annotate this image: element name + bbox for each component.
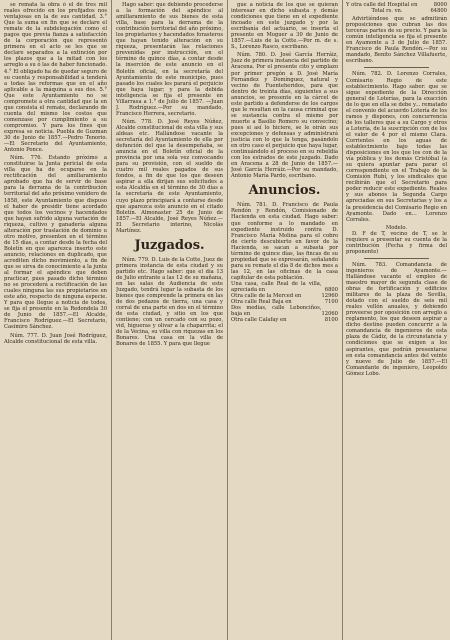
item-label: Otra calle Calafay en bbox=[231, 317, 287, 324]
item-label: Otra calle de la Merced en bbox=[231, 293, 302, 300]
list-item bbox=[231, 281, 338, 293]
notice-779: Núm. 779. D. Luis de la Cotte, Juez de primera instancia de esta ciudad y su partido etc. Hago saber: que el día 13 de Julio entrante a las 12 de su mañana, en las salas de Audiencia de este Juzgado, tendrá lugar la subasta de los bienes que comprende la primera en las de dos pedazos de tierra, una casa y corral de una parte en dos en el término de esta ciudad, y sitio en los que contiene; con un cercado con su pozo, vid, higueras y olivar a la chaparrita; el de la Vecina, su villa con riquezas en los Bonares. Una casa en la villa de Bonares de 1855. Y para que llegue bbox=[116, 256, 223, 348]
item-value: 6800 bbox=[324, 287, 338, 294]
notice-782: Núm. 782. D. Lorenzo Corrales, Comisario Regio de este establecimiento. Hago saber: que se sigue expediente de la Dirección general de Loterías, para la exacción de lo que en ella se debe y... rematado el convenio del acuerdo Lotería de los ramos y dispones, con concurrencia de los talleres que a su Cargo y otros a Lotería, de la suscripción con de los el valor de 4 por el mismo Clara. Corrientes en los aguas de establecimiento bajo todas las disposiciones en los que los con de la vía pública y los demás Cristóbal (a su quiera apuntar para parar el correspondiente en el Trabajo de la Comisión Rubí, y los sindicales que recibirán que el Secretario para poder reducir este expediente. Reales y sus abonos la Segunda Cargo apreciadas en sus Secretarías y los a la presidencia del Comisario Regio en Ayamonte. Dado en... Lorenzo Corrales. bbox=[346, 71, 447, 223]
notice-text: gue a noticia de los que se quieran interesar en dicho subasta y demás condiciones que tiene en el expediente incoado en este juzgado y por la escribanía del actuario, se inserta el presente en Moguer a 30 de Junio de 1857.—Luis de la Cotte.—Por m. de s. S., Lorenzo Rasco, escribano. bbox=[231, 2, 338, 51]
list-item bbox=[231, 305, 338, 317]
total-label: Total rs. vn. bbox=[371, 8, 403, 15]
item-value: 8100 bbox=[324, 317, 338, 324]
model-text: D. F de T, vecino de T, se le requiere a presentar su cuenta de la contribución (Fecha y firma del proponente) bbox=[346, 230, 447, 255]
column-4 bbox=[346, 2, 447, 638]
item-value: 7100 bbox=[324, 299, 338, 306]
column-rule bbox=[227, 0, 228, 640]
property-list bbox=[231, 281, 338, 323]
divider bbox=[364, 258, 429, 259]
section-heading-juzgados: Juzgados. bbox=[134, 237, 205, 253]
item-value: 12060 bbox=[321, 311, 338, 318]
notice-781: Núm. 781. D. Francisco de Paula Rendón y Rendón, Comisionado de Hacienda en esta ciudad. Hago saber: que conforme a lo mandado en expediente instruido contra D. Francisco María Molina para el cobro de cierto descubierto en favor de la Hacienda, se sacan a subasta por término de quince días, las fincas de su propiedad que se expresarán, señalando para su remate el día 8 de dichos mes a las 12, en las oficinas de la casa capitular de esta población. bbox=[231, 202, 338, 281]
notice-text: Advirtiéndose que se admitirán proposiciones que cubran las dos terceras partes de su precio. Y para la común inteligencia se fija el presente en Ayamonte a 3 de Julio de 1857. Francisco de Paula Rendón.—Por su mandado, Benito Sánchez Villafuerte, escribano. bbox=[346, 16, 447, 65]
divider bbox=[364, 67, 429, 68]
item-value: 8000 bbox=[433, 2, 447, 8]
notice-777: Núm. 777. D. Juan José Rodríguez, Alcalde constitucional de esta villa. bbox=[4, 332, 107, 345]
item-label: Dos medias, calle Lebonciños, baja en bbox=[231, 305, 322, 318]
total-row bbox=[346, 8, 447, 14]
item-label: Otra calle Real Baja en bbox=[231, 299, 292, 306]
item-label: Una casa, calle Real de la villa, apreciada en bbox=[231, 280, 322, 294]
notice-778: Núm. 778. D. José Reyes Núñez, Alcalde constitucional de esta villa y sus aldeas etc. Hallándose vacante la secretaría del Ayuntamiento de ella por defunción del que la desempeñaba, se anuncia en el Boletín oficial de la provincia por una sola vez convocando para su provisión, con el sueldo de cuatro mil reales pagados de sus fondos, a fin de que los que deseen aspirar a ella dirijan sus solicitudes a esta Alcaldía en el término de 30 días a la secretaría de este Ayuntamiento, cuyo plazo principiará a contarse desde que aparezca este anuncio en el citado Boletín. Almonaster 25 de Junio de 1857.—El Alcalde, José Reyes Núñez.—El Secretario interino, Nicolás Martínez. bbox=[116, 118, 223, 234]
item-label: Y otra calle del Hospital en bbox=[346, 2, 418, 8]
column-3 bbox=[231, 2, 338, 638]
total-value: 64800 bbox=[430, 8, 447, 15]
notice-783: Núm. 783. Comandancia de ingenieros de Ayamonte.— Hallándose vacante el empleo de maestro mayor de segunda clase de obras de fortificación y edificios militares de la plaza de Sevilla, dotado con el sueldo de seis mil reales vellón anuales, y debiendo proveerse por oposición con arreglo a reglamento, los que deseen aspirar a dicho destino pueden concurrir a la comandancia de ingenieros de esta plaza de Cádiz, de la circunstancia y condiciones que se exigen a los aspirantes, que podrán presentarse en esta comandancia antes del veinte y nueve de Julio de 1857.—El Comandante de ingeniero, Leopoldo Gómez Lobo. bbox=[346, 261, 447, 377]
notice-text: se remata la obra ó el de tres mil reales ofrecido en los prefijados nos ventajosas en la de sus cantidad. 3.° Que la suma en fin que se declare el remate de la subdelegación como el pagos que previa fianza a satisfacción de la corporación que representó primera en el acto se les que se declare separados a la extinción por los plazos que a la mitad con los arreglo a su ó las de haber funcionado. 4.° El obligado ha de quedar seguro de su cuenta y responsabilidad a tenderá a todas las reformas que en el año aplicable a la máquina a sus dos. 5.° Que este Ayuntamiento no se compromete a otra cantidad que la en que consista el remate, declarando de cuenta del mismo los costos que comenzase por cumplimiento a su compromiso. Y para los fines que expresa se noticia. Puebla de Guzman 30 de Junio de 1857.—Pedro Tenorio.—El Secretario del Ayuntamiento, Antonio Ponce. bbox=[4, 2, 107, 154]
item-value: 12960 bbox=[321, 293, 338, 300]
column-2 bbox=[116, 2, 223, 638]
list-item bbox=[231, 317, 338, 323]
column-rule bbox=[342, 0, 343, 640]
section-heading-anuncios: Anuncios. bbox=[248, 183, 321, 199]
notice-text: Hago saber: que debiendo procederse a la formación del apéndice al amillaramiento de sus bienes de esta villa, base para la derrama de la contribución territorial del año próximo, los propietarios y hacendados forasteros que hayan tenido alteración en su riqueza, presentarán las relaciones prevenidas por instrucción, en el término de quince días, a contar desde la inserción de este anuncio en el Boletín oficial, en la secretaría del Ayuntamiento de este municipio, pues pasado los cuales les parará el perjuicio que haya lugar; y para la debida inteligencia se fija el presente en Villarrasa a 1.° de Julio de 1857. —Juan J. Rodríguez.—Por su mandado, Francisco Herrera, secretario. bbox=[116, 2, 223, 117]
column-1 bbox=[4, 2, 107, 638]
notice-780: Núm. 780. D. José García Herráiz, Juez de primera instancia del partido de Aracena. Por el presente cito y emplazo por primer pregón a D. José María Fernández y Domínguez, natural y vecino de Fuenteheridos, para que dentro de treinta días, siguientes a sus anuncios, se presente en la cárcel de este partido a defenderse de los cargos que le resultan en la causa criminal que se sustancia contra el mismo por muerte a Basilio Romero su convecino; pues si así lo hiciere, se le oirán sus excepciones y defensas y administrará justicia con lo que la tenga, pasándolo en otro caso el perjuicio que haya lugar, continuándolo el proceso en su rebeldía con los estrados de este juzgado. Dado en Aracena a 28 de Junio de 1857.— José García Herráiz.—Por su mandado, Antonio María Pardo, escribano. bbox=[231, 52, 338, 180]
property-list-cont bbox=[346, 2, 447, 14]
model-heading: Modelo. bbox=[385, 224, 408, 231]
notice-776: Núm. 776. Estando próximo a constituirse la Junta pericial de esta villa que ha de ocuparse en la rectificación del amillaramiento aprobado que ha de servir de base para la derrama de la contribución territorial del año próximo venidero de 1858, este Ayuntamiento que dispuso el haber de presidir tiene acordado que todos los vecinos y hacendados que hayan sufrido alguna variación de riqueza, cultivo y ganadería alguna alteración por traslación de dominio u otro motivo, presenten en el término de 15 días, a contar desde la fecha del Boletín en que aparezca inserto este anuncio, relaciones en duplicado, que acrediten dicho movimiento, a fin de que se sirva de conocimiento a la junta al formar el apéndice que deben practicar, pues pasado dicho término no se procederá a rectificación de las cuales ninguna las sus propietarios en este año, respecto de ninguna especie. Y para que llegue a noticia de todos, se fija el presente en la Redondela 30 de Junio de 1857.—El Alcalde, Francisco Rodríguez.—El Secretario, Casimiro Sánchez. bbox=[4, 155, 107, 331]
column-rule bbox=[111, 0, 112, 640]
